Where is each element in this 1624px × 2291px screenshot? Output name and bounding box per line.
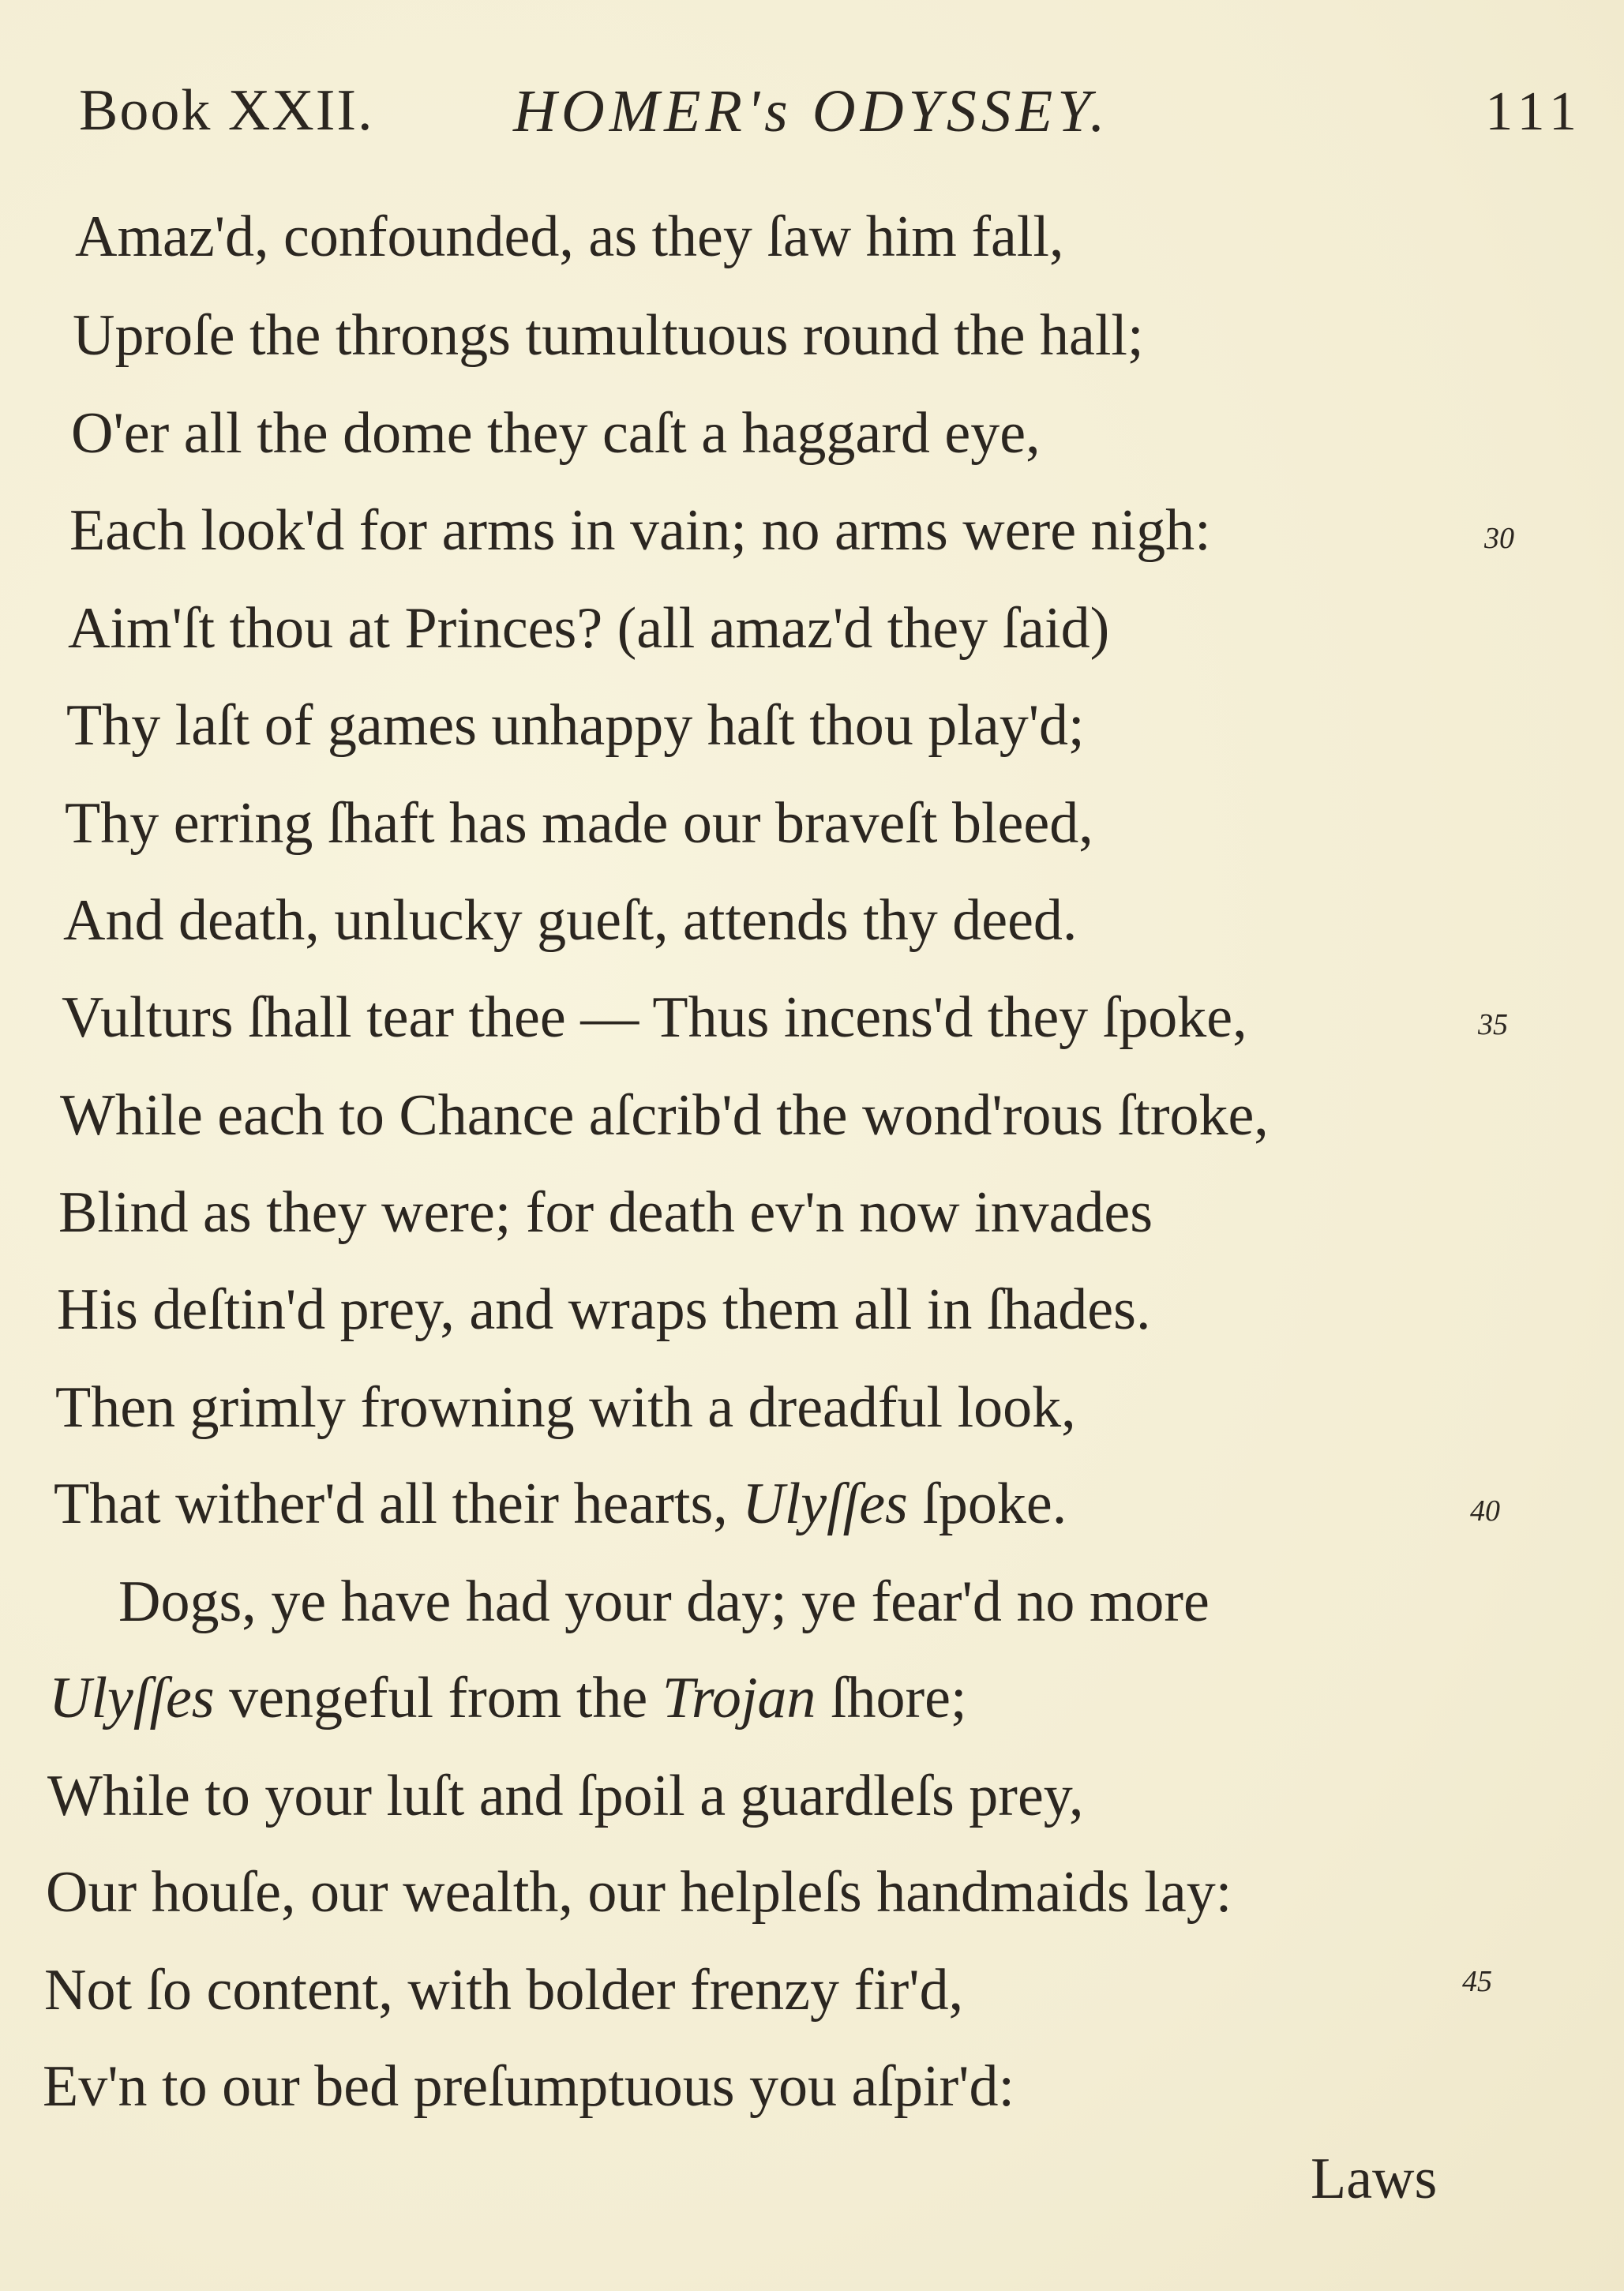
verse-line: And death, unlucky gueſt, attends thy deed. (63, 888, 1078, 953)
verse-line: Aim'ſt thou at Princes? (all amaz'd they ſaid) (68, 596, 1110, 661)
verse-line: That wither'd all their hearts, Ulyſſes ſpoke. (54, 1472, 1067, 1536)
verse-line: While each to Chance aſcrib'd the wond'rous ſtroke, (60, 1083, 1269, 1148)
verse-line: Each look'd for arms in vain; no arms were nigh: (69, 498, 1211, 563)
verse-line: Ev'n to our bed preſumptuous you aſpir'd: (43, 2054, 1015, 2119)
running-title: HOMER's ODYSSEY. (513, 78, 1110, 144)
line-number: 35 (1478, 1008, 1508, 1041)
verse-line: Blind as they were; for death ev'n now invades (58, 1180, 1153, 1245)
verse-line: His deſtin'd prey, and wraps them all in ſhades. (57, 1277, 1151, 1342)
line-number: 30 (1484, 522, 1514, 555)
verse-line: Thy erring ſhaft has made our braveſt bleed, (65, 791, 1093, 856)
page-number: 111 (1485, 81, 1583, 142)
verse-line: Vulturs ſhall tear thee — Thus incens'd they ſpoke, (62, 985, 1247, 1050)
verse-line: Ulyſſes vengeful from the Trojan ſhore; (49, 1666, 967, 1730)
line-number: 45 (1462, 1965, 1492, 1998)
verse-line: Dogs, ye have had your day; ye fear'd no more (118, 1569, 1210, 1634)
verse-line: Then grimly frowning with a dreadful look, (55, 1375, 1076, 1440)
line-number: 40 (1470, 1494, 1500, 1528)
book-label: Book XXII. (79, 78, 374, 143)
verse-line: Amaz'd, confounded, as they ſaw him fall, (75, 204, 1064, 269)
verse-line: Our houſe, our wealth, our helpleſs handmaids lay: (46, 1860, 1232, 1925)
catchword: Laws (1311, 2147, 1438, 2211)
verse-line: O'er all the dome they caſt a haggard eye, (71, 401, 1041, 466)
verse-line: Uproſe the throngs tumultuous round the hall; (73, 303, 1144, 368)
verse-line: While to your luſt and ſpoil a guardleſs prey, (47, 1764, 1084, 1828)
verse-line: Not ſo content, with bolder frenzy fir'd, (44, 1958, 964, 2023)
verse-line: Thy laſt of games unhappy haſt thou play'd; (66, 693, 1085, 758)
